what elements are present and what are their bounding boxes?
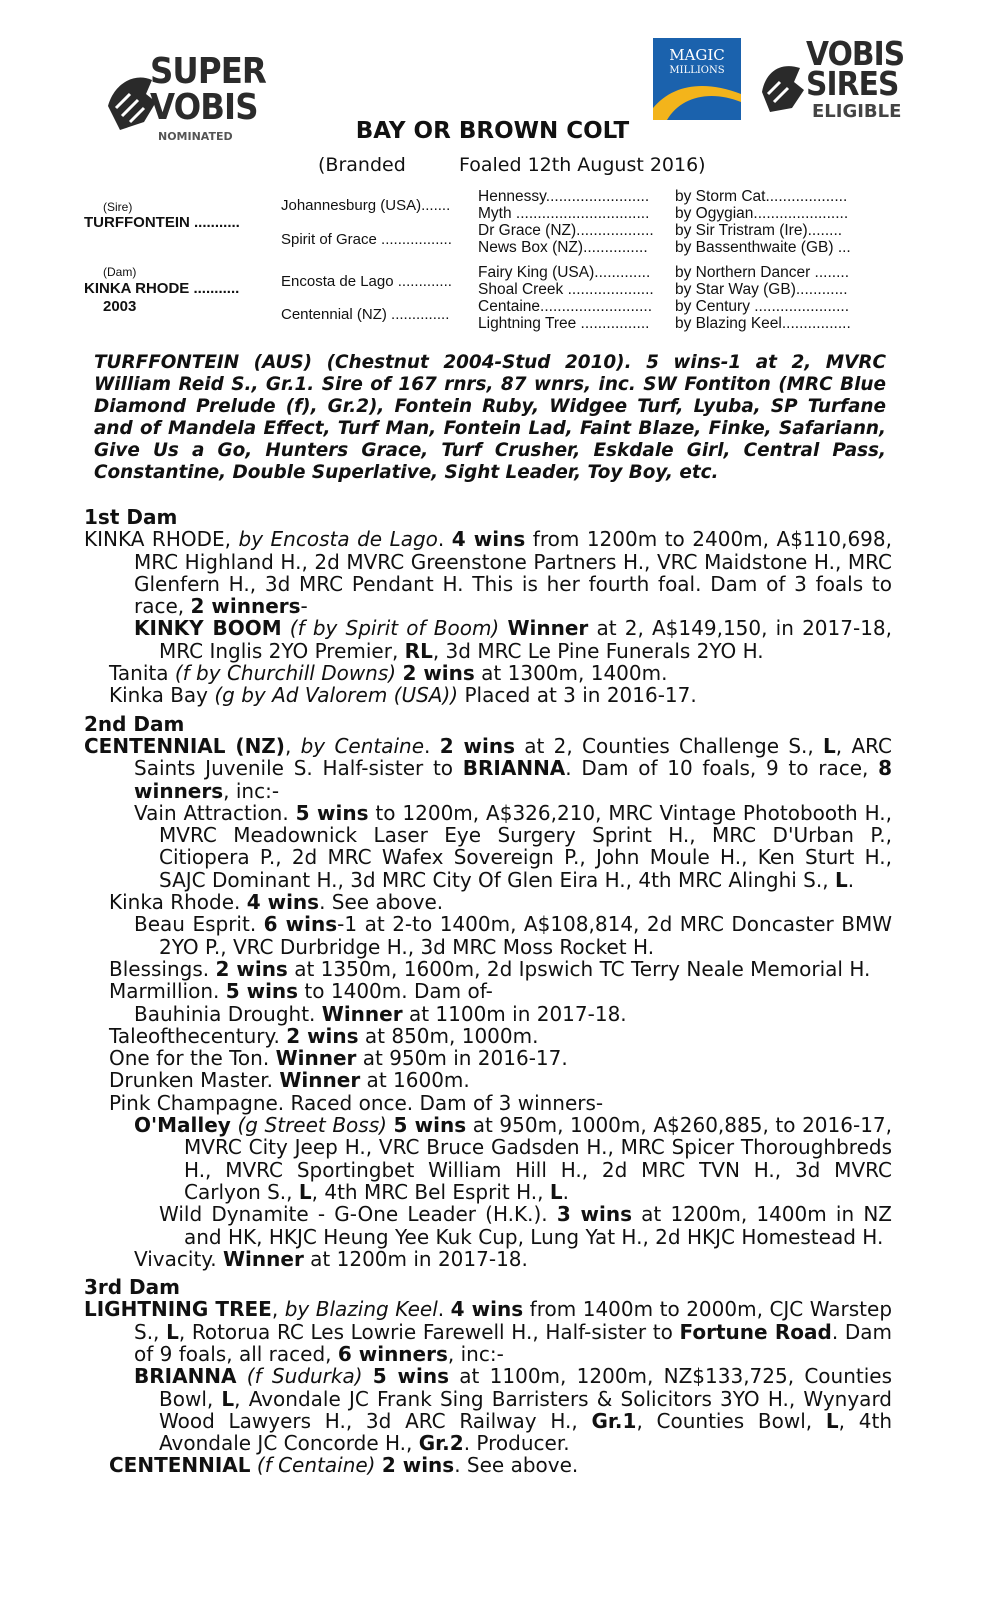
text-run: . See above. (319, 890, 444, 915)
text-run: to 1200m, A$326,210, MRC Vintage Photobooth H., MVRC Meadownick Laser Eye Surgery Sprint H., MRC D'Urban P., Citiopera P., 2d MRC Wafex Sovereign P., John Moule H., Ken Sturt H., SAJC Dominant H., 3d MRC City Of Glen Eira H., 4th MRC Alinghi S., (159, 800, 892, 892)
italic-run: (f by Churchill Downs) (174, 661, 397, 686)
foaled-date: Foaled 12th August 2016) (459, 154, 706, 176)
nominated-text: NOMINATED (158, 130, 233, 143)
family-entry (84, 958, 892, 980)
bold-run: Winner (275, 1046, 357, 1071)
text-run: Vain Attraction. (134, 800, 296, 825)
bold-run: CENTENNIAL (NZ) (84, 733, 285, 758)
text-run: to 1400m. Dam of- (298, 979, 493, 1004)
text-run: at 950m, 1000m, A$260,885, to 2016-17, MVRC City Jeep H., VRC Bruce Gadsden H., MRC Spicer Thoroughbreds H., MVRC Sportingbet William Hill H., 2d MRC TVN H., 3d MVRC Carlyon S., (184, 1113, 892, 1204)
sire-sire: Johannesburg (USA)....... (281, 197, 451, 214)
vobis-sires-logo (760, 34, 930, 128)
magic-text: MAGIC (669, 46, 725, 64)
family-entry (84, 617, 892, 662)
text-run: , ARC Saints Juvenile S. Half-sister to (134, 733, 892, 781)
family-entry (84, 913, 892, 958)
bold-run: Winner (507, 616, 589, 641)
pedigree-g4-3: by Sir Tristram (Ire)........ (675, 222, 843, 239)
text-run: , inc:- (223, 778, 280, 803)
dam-tag: (Dam) (103, 265, 137, 279)
dam-sire: Encosta de Lago ............. (281, 273, 452, 290)
text-run: at 1350m, 1600m, 2d Ipswich TC Terry Neale Memorial H. (287, 956, 871, 981)
bold-run: 2 wins (439, 733, 515, 758)
pedigree-g4-1: by Storm Cat................... (675, 188, 848, 205)
pedigree-g3-5: Fairy King (USA)............. (478, 264, 651, 281)
text-run: . (437, 527, 452, 552)
bold-run: 2 wins (402, 661, 475, 686)
family-entry (84, 1003, 892, 1025)
bold-run: L (298, 1179, 312, 1204)
pedigree-g3-6: Shoal Creek .................... (478, 281, 654, 298)
text-run: Taleofthecentury. (109, 1023, 287, 1048)
text-run: Beau Esprit. (134, 912, 264, 937)
text-run: at 1300m, 1400m. (474, 661, 668, 686)
text-run: , 3d MRC Le Pine Funerals 2YO H. (432, 638, 764, 663)
text-run: , Avondale JC Frank Sing Barristers & Solicitors 3YO H., Wynyard Wood Lawyers H., 3d ARC Railway H., (159, 1386, 893, 1433)
bold-run: 8 winners (134, 756, 893, 803)
italic-run: (f Centaine) (256, 1453, 376, 1478)
family-entry (84, 802, 892, 891)
pedigree-g4-8: by Blazing Keel................ (675, 315, 851, 332)
family-entry (84, 684, 892, 706)
pedigree-g4-7: by Century ...................... (675, 298, 849, 315)
pedigree-g3-4: News Box (NZ)............... (478, 239, 648, 256)
bold-run: L (823, 733, 836, 758)
sire-tag: (Sire) (103, 200, 133, 214)
text-run: at 1200m in 2017-18. (303, 1246, 528, 1271)
pedigree-g3-3: Dr Grace (NZ).................. (478, 222, 654, 239)
bold-run: BRIANNA (134, 1364, 237, 1389)
italic-run: (g by Ad Valorem (USA)) (214, 683, 459, 708)
family-entry (84, 1454, 892, 1476)
text-run (282, 616, 290, 640)
bold-run: L (549, 1179, 563, 1204)
bold-run: Winner (321, 1001, 403, 1026)
text-run: at 2, A$149,150, in 2017-18, MRC Inglis 2YO Premier, (159, 616, 892, 663)
pedigree-g4-6: by Star Way (GB)............ (675, 281, 848, 298)
text-run: . (424, 733, 440, 758)
text-run: . (562, 1179, 569, 1204)
family-entry (84, 1114, 892, 1203)
text-run: at 1600m. (360, 1068, 470, 1093)
bold-run: CENTENNIAL (109, 1453, 251, 1478)
text-run: . Dam of 10 foals, 9 to race, (565, 756, 879, 781)
text-run: at 950m in 2016-17. (356, 1046, 568, 1071)
family-entry (84, 528, 892, 617)
bold-run: 4 wins (246, 890, 320, 915)
text-run: - (300, 594, 308, 619)
sire-summary: TURFFONTEIN (AUS) (Chestnut 2004-Stud 2010). 5 wins-1 at 2, MVRC William Reid S., Gr.1. Sire of 167 rnrs, 87 wnrs, inc. SW Fontiton (MRC Blue Diamond Prelude (f), Gr.2), Fontein Ruby, Widgee Turf, Lyuba, SP Turfane and of Mandela Effect, Turf Man, Fontein Lad, Faint Blaze, Finke, Safariann, Give Us a Go, Hunters Grace, Turf Crusher, Eskdale Girl, Central Pass, Constantine, Double Superlative, Sight Leader, Toy Boy, etc. (94, 352, 886, 483)
text-run: . Dam of 9 foals, all raced, (134, 1319, 892, 1366)
pedigree-g4-4: by Bassenthwaite (GB) ... (675, 239, 851, 256)
text-run (387, 1113, 394, 1137)
bold-run: BRIANNA (462, 756, 566, 781)
family-entry (84, 980, 892, 1002)
text-run: at 1100m in 2017-18. (402, 1001, 627, 1026)
family-entry (84, 891, 892, 913)
text-run: . Producer. (463, 1431, 570, 1456)
pedigree-g3-2: Myth ............................... (478, 205, 650, 222)
eligible-text: ELIGIBLE (812, 101, 902, 122)
text-run: from 1200m to 2400m, A$110,698, MRC Highland H., 2d MVRC Greenstone Partners H., VRC Maidstone H., MRC Glenfern H., 3d MRC Pendant H. This is her fourth foal. Dam of 3 foals to race, (134, 527, 892, 619)
text-run: Marmillion. (109, 979, 226, 1004)
family-entry (84, 1298, 892, 1365)
bold-run: Winner (279, 1068, 361, 1093)
text-run: . (847, 867, 855, 892)
bold-run: Gr.2 (418, 1431, 464, 1456)
family-entry (84, 1203, 892, 1248)
italic-run: (f by Spirit of Boom) (289, 616, 500, 641)
text-run: Kinka Rhode. (109, 890, 247, 915)
text-run: , (284, 733, 301, 758)
family-entry (84, 1069, 892, 1091)
text-run: Bauhinia Drought. (134, 1001, 322, 1026)
text-run: Pink Champagne. Raced once. Dam of 3 winners- (109, 1090, 604, 1115)
italic-run: by Blazing Keel (284, 1297, 438, 1322)
text-run: from 1400m to 2000m, CJC Warstep S., (134, 1297, 893, 1344)
family-record (84, 506, 892, 1477)
bold-run: Winner (222, 1246, 304, 1271)
text-run: , Rotorua RC Les Lowrie Farewell H., Half-sister to (178, 1319, 680, 1344)
text-run: KINKA RHODE, (84, 527, 239, 552)
family-entry (84, 1047, 892, 1069)
text-run (237, 1364, 247, 1388)
family-entry (84, 1092, 892, 1114)
text-run (363, 1364, 373, 1388)
bold-run: 5 wins (225, 979, 299, 1004)
bold-run: KINKY BOOM (134, 616, 282, 641)
bold-run: 5 wins (295, 800, 369, 825)
pedigree-g4-2: by Ogygian...................... (675, 205, 849, 222)
bold-run: L (221, 1386, 235, 1411)
vobis-text: VOBIS (150, 87, 258, 128)
sire-name: TURFFONTEIN ........... (84, 214, 240, 231)
text-run: at 1200m, 1400m in NZ and HK, HKJC Heung Yee Kuk Cup, Lung Yat H., 2d HKJC Homestead H. (184, 1202, 892, 1249)
bold-run: 2 wins (286, 1023, 359, 1048)
text-run: Placed at 3 in 2016-17. (458, 683, 697, 708)
bold-run: L (834, 867, 848, 892)
millions-text: MILLIONS (669, 65, 725, 76)
text-run: Drunken Master. (109, 1068, 280, 1093)
family-entry (84, 1365, 892, 1454)
text-run: Vivacity. (134, 1246, 223, 1271)
bold-run: Gr.1 (591, 1408, 637, 1433)
text-run: at 850m, 1000m. (358, 1023, 539, 1048)
super-text: SUPER (150, 51, 266, 92)
section-heading: 3rd Dam (84, 1275, 180, 1300)
family-entry (84, 662, 892, 684)
text-run: at 1100m, 1200m, NZ$133,725, Counties Bowl, (159, 1364, 893, 1411)
pedigree-g3-8: Lightning Tree ................ (478, 315, 650, 332)
family-entry (84, 735, 892, 802)
bold-run: 4 wins (451, 527, 526, 552)
sire-dam: Spirit of Grace ................. (281, 231, 452, 248)
section-heading: 2nd Dam (84, 711, 185, 736)
bold-run: L (825, 1408, 839, 1433)
text-run: . See above. (454, 1453, 579, 1478)
text-run: Wild Dynamite - G-One Leader (H.K.). (159, 1202, 557, 1227)
bold-run: L (166, 1319, 179, 1344)
text-run: , 4th Avondale JC Concorde H., (159, 1408, 892, 1456)
text-run: , Counties Bowl, (636, 1408, 826, 1433)
dam-year: 2003 (103, 298, 137, 315)
family-entry (84, 1025, 892, 1047)
italic-run: by Encosta de Lago (238, 527, 438, 552)
text-run: Tanita (109, 661, 175, 686)
family-entry (84, 1248, 892, 1270)
bold-run: 2 wins (215, 956, 288, 981)
text-run: One for the Ton. (109, 1046, 276, 1071)
bold-run: 3 wins (556, 1202, 632, 1227)
dam-name: KINKA RHODE ........... (84, 280, 240, 297)
bold-run: Fortune Road (679, 1319, 832, 1344)
horse-head-icon (760, 46, 810, 126)
text-run: . (437, 1297, 451, 1322)
text-run: Kinka Bay (109, 683, 215, 708)
bold-run: O'Malley (134, 1113, 231, 1138)
section-heading: 1st Dam (84, 505, 178, 529)
bold-run: LIGHTNING TREE (84, 1297, 272, 1322)
pedigree-g3-1: Hennessy........................ (478, 188, 650, 205)
page-title: BAY OR BROWN COLT (355, 118, 630, 144)
text-run: at 2, Counties Challenge S., (514, 733, 824, 758)
dam-dam: Centennial (NZ) .............. (281, 306, 450, 323)
sires-text: SIRES (806, 64, 899, 103)
italic-run: (g Street Boss) (237, 1113, 387, 1138)
text-run: -1 at 2-to 1400m, A$108,814, 2d MRC Doncaster BMW 2YO P., VRC Durbridge H., 3d MRC Moss Rocket H. (159, 912, 893, 959)
bold-run: 5 wins (372, 1364, 450, 1389)
bold-run: 6 winners (337, 1341, 448, 1366)
text-run: , inc:- (447, 1341, 504, 1366)
text-run: , 4th MRC Bel Esprit H., (311, 1179, 550, 1204)
magic-millions-logo (653, 38, 741, 120)
bold-run: 2 wins (381, 1453, 455, 1478)
bold-run: 5 wins (393, 1113, 467, 1138)
bold-run: 2 winners (190, 594, 301, 619)
branded-label: (Branded (318, 154, 406, 176)
vobis-text: VOBIS (806, 34, 905, 73)
magic-millions-swoosh-icon (653, 78, 741, 120)
text-run: Blessings. (109, 956, 216, 981)
italic-run: (f Sudurka) (246, 1364, 363, 1389)
text-run: , (271, 1297, 285, 1322)
bold-run: 4 wins (450, 1297, 524, 1322)
bold-run: 6 wins (263, 912, 338, 937)
pedigree-g3-7: Centaine.......................... (478, 298, 653, 315)
italic-run: by Centaine (300, 733, 425, 758)
bold-run: RL (404, 638, 433, 663)
pedigree-g4-5: by Northern Dancer ........ (675, 264, 850, 281)
